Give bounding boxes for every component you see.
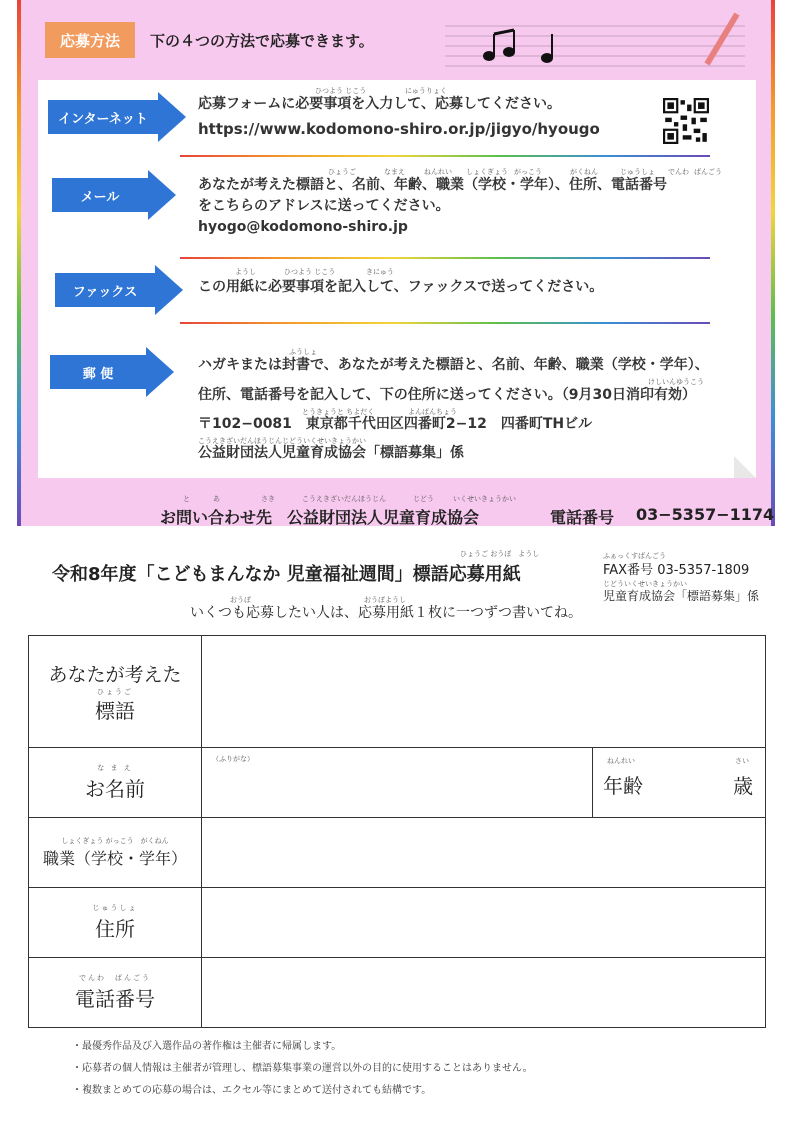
age-field[interactable]: ねんれい さい 年齢 歳 <box>593 748 766 818</box>
address-label: じゅうしょ 住所 <box>29 888 202 958</box>
header-text: 下の４つの方法で応募できます。 <box>150 32 374 50</box>
ruby: ひょうご <box>328 168 356 176</box>
ruby: なまえ <box>384 168 405 176</box>
ruby: ばんごう <box>694 168 722 176</box>
form-fax: FAX番号 03-5357-1809 <box>603 563 750 578</box>
age-label: 年齢 <box>603 774 643 798</box>
method-post-recipient: 公益財団法人児童育成協会「標語募集」係 <box>198 445 464 461</box>
method-post-arrow <box>50 347 174 397</box>
phone-label: でんわ ばんごう 電話番号 <box>29 958 202 1028</box>
ruby: おうぼ <box>230 596 251 604</box>
ruby: じどういくせいきょうかい <box>603 580 687 588</box>
ruby: がっこう <box>514 168 542 176</box>
contact-phone: 03−5357−1174 <box>636 505 775 524</box>
ruby: ひつよう じこう <box>284 268 336 276</box>
divider <box>180 257 710 259</box>
divider <box>180 155 710 157</box>
form-org: 児童育成協会「標語募集」係 <box>603 589 760 603</box>
ruby: ねんれい <box>424 168 452 176</box>
method-internet-arrow <box>48 92 186 142</box>
ruby: さき <box>261 495 275 503</box>
ruby: あ <box>213 495 220 503</box>
contact-org: 公益財団法人児童育成協会 <box>287 508 480 527</box>
ruby: よんばんちょう <box>408 408 457 416</box>
method-internet-label: インターネット <box>48 100 158 134</box>
ruby: ふうしょ <box>289 348 317 356</box>
phone-field[interactable] <box>202 958 766 1028</box>
ruby: おうぼようし <box>364 596 406 604</box>
method-post-address: 〒102−0081 東京都千代田区四番町2−12 四番町THビル <box>198 416 593 432</box>
ruby: こうえきざいだんほうじん <box>302 495 386 503</box>
qr-code-icon[interactable] <box>663 98 709 144</box>
form-subtitle: いくつも応募したい人は、応募用紙１枚に一つずつ書いてね。 <box>190 605 582 621</box>
method-fax-label: ファックス <box>55 273 155 307</box>
name-label: な ま え お名前 <box>29 748 202 818</box>
ruby: でんわ <box>668 168 689 176</box>
job-field[interactable] <box>202 818 766 888</box>
address-field[interactable] <box>202 888 766 958</box>
method-fax-arrow <box>55 265 183 315</box>
method-mail-label: メール <box>52 178 148 212</box>
ruby: とうきょうと ちよだく <box>302 408 375 416</box>
method-internet-line1: 応募フォームに必要事項を入力して、応募してください。 <box>198 96 562 112</box>
ruby: がくねん <box>570 168 598 176</box>
ruby: にゅうりょく <box>405 87 447 95</box>
method-mail-line2: をこちらのアドレスに送ってください。 <box>198 198 450 214</box>
slogan-label: あなたが考えた ひょうご 標語 <box>29 636 202 748</box>
contact-label: お問い合わせ先 <box>160 508 273 527</box>
ruby: こうえきざいだんほうじんじどういくせいきょうかい <box>198 437 366 445</box>
contact-phone-label: 電話番号 <box>550 508 615 527</box>
furigana-hint: （ふりがな） <box>212 755 254 763</box>
method-post-label: 郵 便 <box>50 355 146 389</box>
method-post-line1: ハガキまたは封書で、あなたが考えた標語と、名前、年齢、職業（学校・学年）、 <box>198 357 709 373</box>
job-label: しょくぎょう がっこう がくねん 職業（学校・学年） <box>29 818 202 888</box>
entry-form <box>28 635 766 1028</box>
ruby: じゅうしょ <box>620 168 655 176</box>
note-copyright: ・最優秀作品及び入選作品の著作権は主催者に帰属します。 <box>72 1041 342 1052</box>
slogan-field[interactable] <box>202 636 766 748</box>
ruby: ふぁっくすばんごう <box>603 552 666 560</box>
method-mail-address[interactable]: hyogo@kodomono-shiro.jp <box>198 219 408 235</box>
ruby: じどう <box>413 495 434 503</box>
music-staff-icon <box>445 12 745 68</box>
ruby: しょくぎょう <box>466 168 508 176</box>
ruby: けしいんゆうこう <box>648 378 704 386</box>
ruby: ひょうご おうぼ ようし <box>460 550 540 558</box>
ruby: と <box>183 495 190 503</box>
ruby: ようし <box>235 268 256 276</box>
age-unit: 歳 <box>733 774 753 798</box>
divider <box>180 322 710 324</box>
method-internet-url[interactable]: https://www.kodomono-shiro.or.jp/jigyo/hyougo <box>198 120 600 138</box>
note-privacy: ・応募者の個人情報は主催者が管理し、標語募集事業の運営以外の目的に使用することはありません。 <box>72 1063 533 1074</box>
method-mail-line1: あなたが考えた標語と、名前、年齢、職業（学校・学年）、住所、電話番号 <box>198 177 667 193</box>
note-bulk: ・複数まとめての応募の場合は、エクセル等にまとめて送付されても結構です。 <box>72 1085 432 1096</box>
form-title: 令和8年度「こどもまんなか 児童福祉週間」標語応募用紙 <box>52 564 521 585</box>
method-post-line2: 住所、電話番号を記入して、下の住所に送ってください。（9月30日消印有効） <box>198 387 696 403</box>
ruby: ひつよう じこう <box>315 87 367 95</box>
ruby: きにゅう <box>366 268 394 276</box>
method-fax-line1: この用紙に必要事項を記入して、ファックスで送ってください。 <box>198 279 604 295</box>
method-mail-arrow <box>52 170 176 220</box>
name-field[interactable] <box>202 748 593 818</box>
ruby: いくせいきょうかい <box>453 495 516 503</box>
header-label: 応募方法 <box>45 22 135 58</box>
